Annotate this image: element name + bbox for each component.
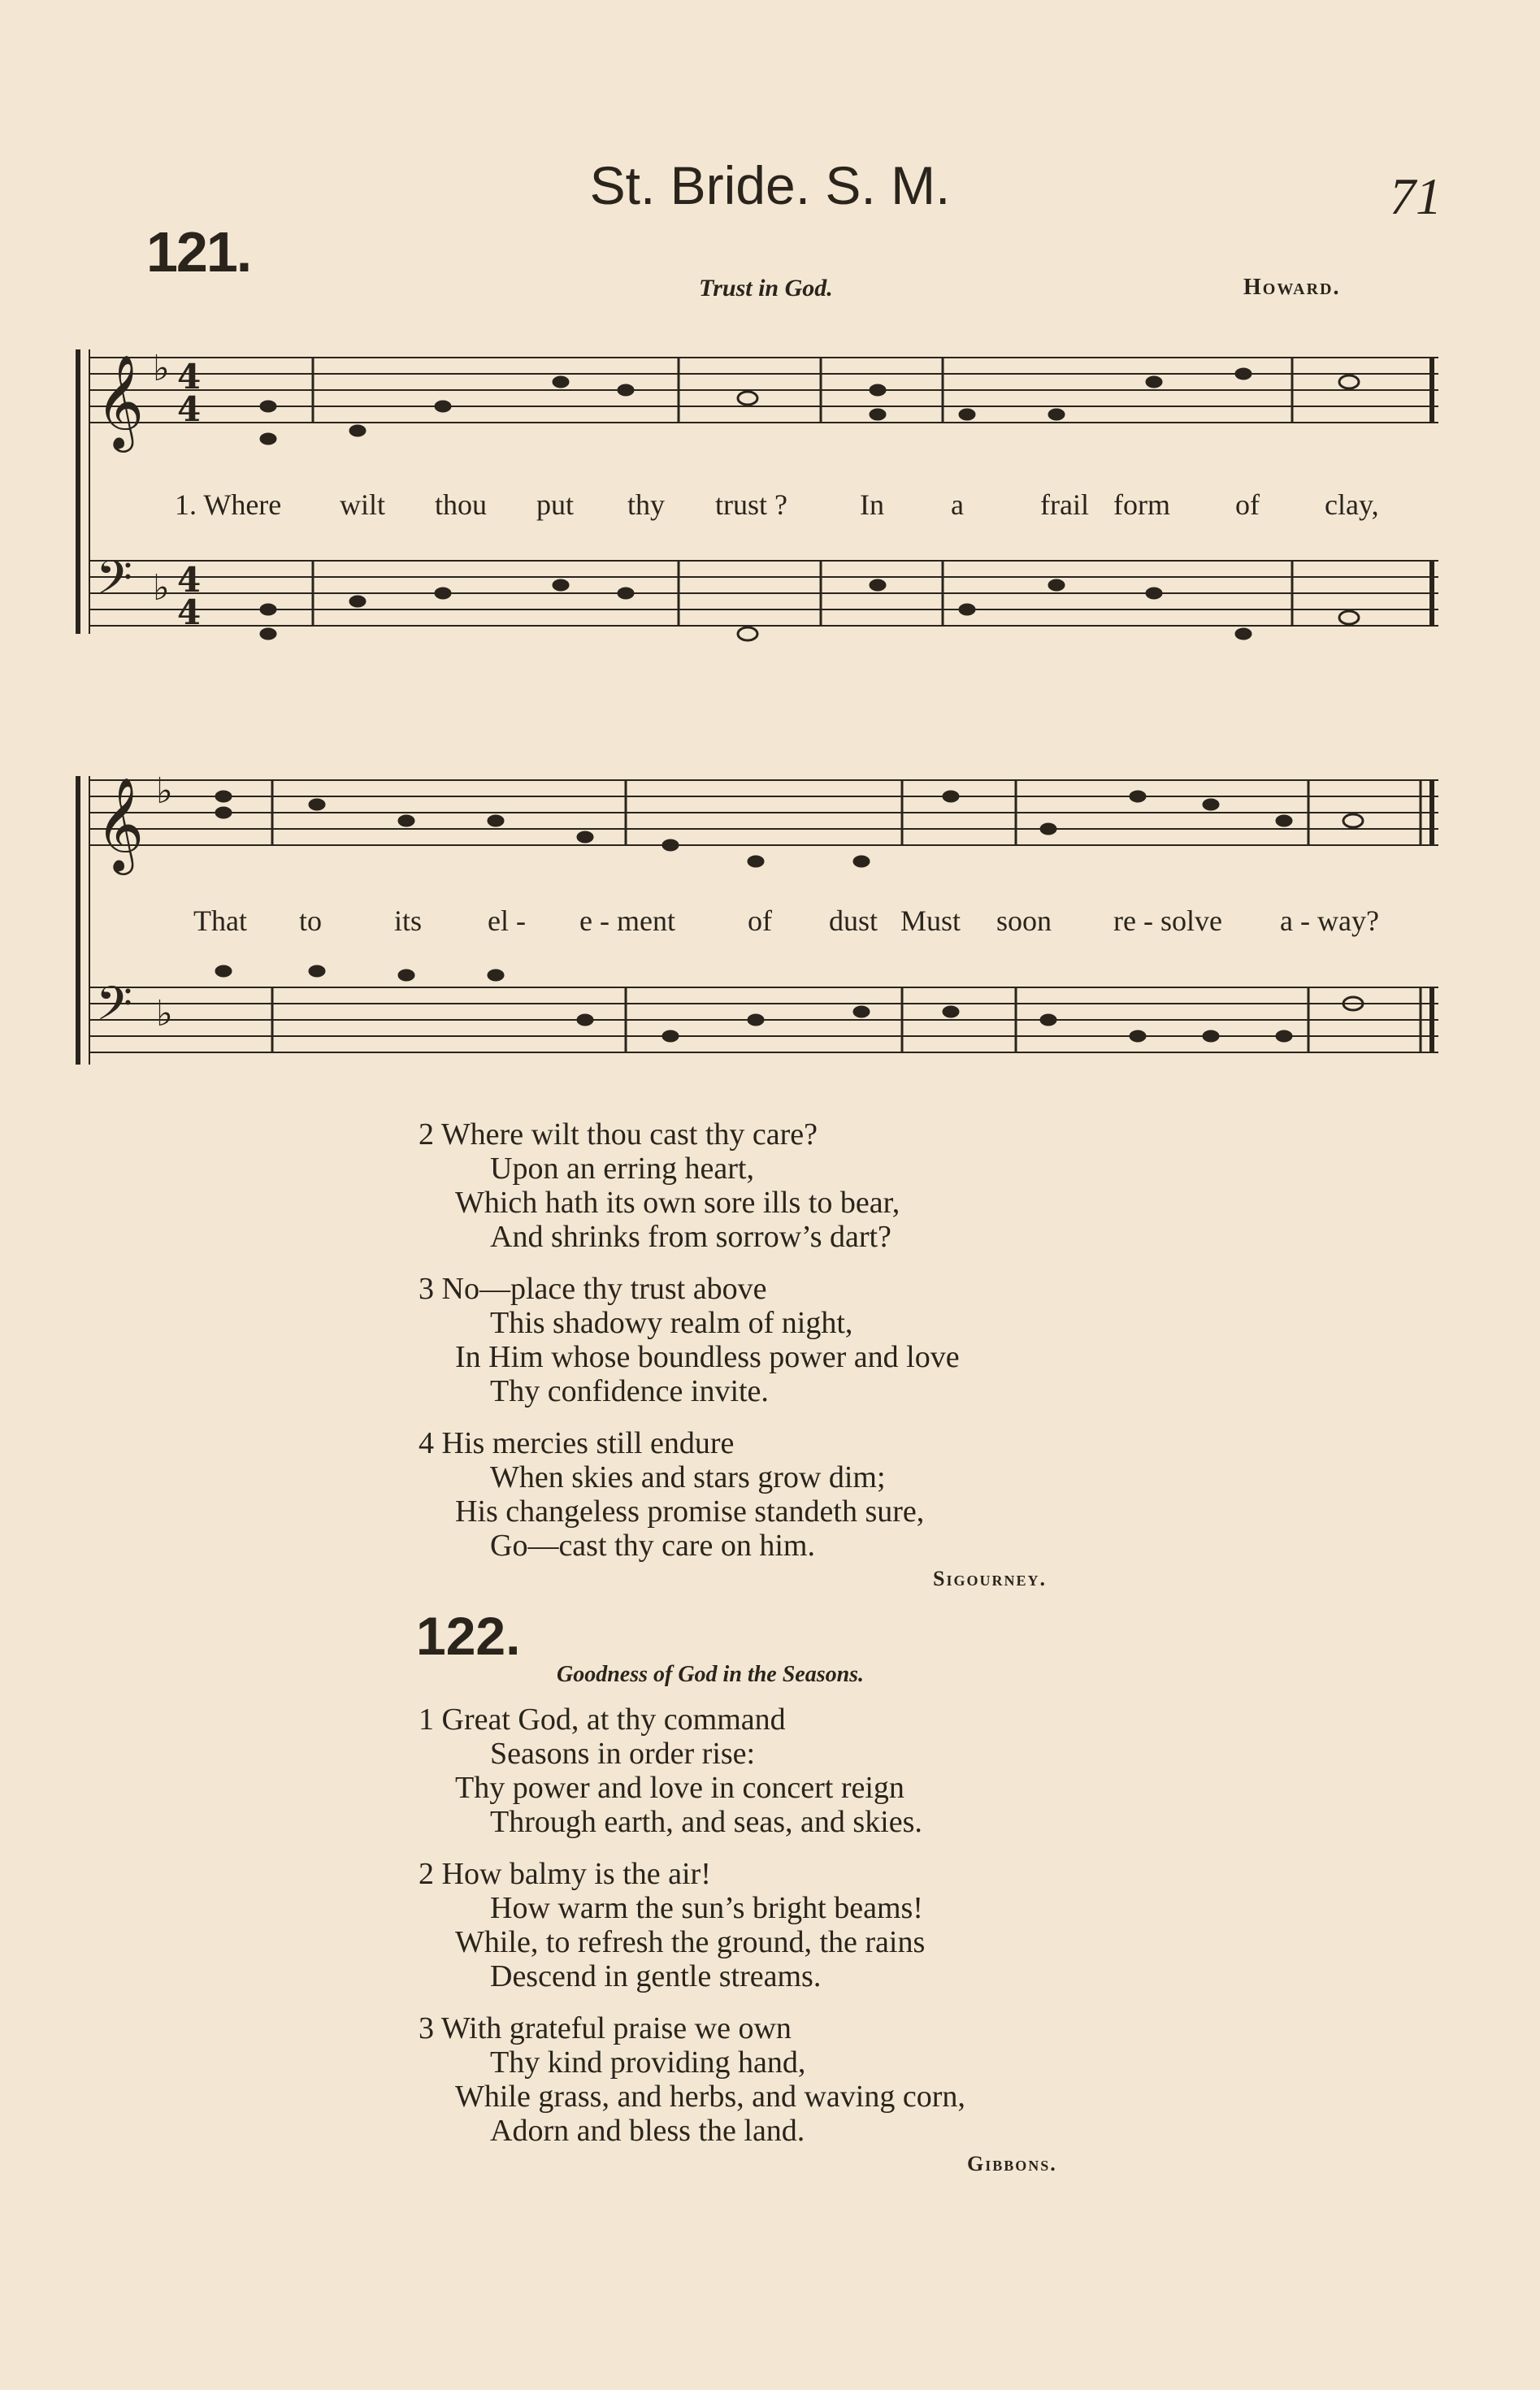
treble-clef-symbol: 𝄞: [96, 776, 145, 871]
verse-line: 3 No—place thy trust above: [419, 1272, 767, 1306]
verse-line: This shadowy realm of night,: [490, 1306, 853, 1340]
author-credit: Sigourney.: [933, 1567, 1047, 1590]
verse-122-1: [419, 1702, 922, 1839]
lyric-word: a - way?: [1280, 904, 1379, 937]
composer-credit: Howard.: [1243, 275, 1341, 300]
bass-clef-symbol: 𝄢: [96, 976, 133, 1043]
verse-line: Go—cast thy care on him.: [490, 1529, 815, 1563]
verse-line: Seasons in order rise:: [490, 1737, 756, 1771]
lyric-word: form: [1113, 488, 1170, 521]
lyric-word: its: [394, 904, 423, 937]
lyric-word: trust ?: [715, 488, 787, 521]
verse-line: 2 Where wilt thou cast thy care?: [419, 1117, 818, 1152]
lyric-word: 1. Where: [175, 488, 282, 521]
lyric-word: e - ment: [579, 904, 675, 937]
lyric-word: wilt: [340, 488, 386, 521]
hymn-subtitle: Goodness of God in the Seasons.: [557, 1662, 865, 1687]
lyric-word: of: [1235, 488, 1260, 521]
verse-line: His changeless promise standeth sure,: [455, 1494, 925, 1529]
treble-staff: [89, 780, 1438, 845]
verse-line: Through earth, and seas, and skies.: [490, 1805, 922, 1839]
time-signature-top: 4: [177, 560, 202, 600]
verse-line: In Him whose boundless power and love: [455, 1340, 960, 1374]
verse-line: 4 His mercies still endure: [419, 1426, 735, 1460]
hymn-number: 121.: [146, 220, 251, 284]
bass-clef-symbol: 𝄢: [96, 550, 133, 617]
verse-line: 3 With grateful praise we own: [419, 2011, 792, 2045]
verse-122-2: [419, 1857, 925, 1993]
time-signature-bottom: 4: [177, 592, 202, 632]
hymn-title: St. Bride. S. M.: [589, 155, 951, 215]
verse-line: Upon an erring heart,: [490, 1152, 754, 1186]
verse-line: When skies and stars grow dim;: [490, 1460, 886, 1494]
time-signature-top: 4: [177, 357, 202, 397]
verse-121-3: [419, 1272, 960, 1408]
verse-line: Thy power and love in concert reign: [455, 1771, 904, 1805]
lyric-word: thy: [627, 488, 666, 521]
lyric-word: dust: [829, 904, 878, 937]
lyric-word: thou: [435, 488, 488, 521]
verse-line: Adorn and bless the land.: [490, 2114, 805, 2148]
key-flat: ♭: [156, 993, 173, 1035]
lyric-word: of: [748, 904, 772, 937]
author-credit: Gibbons.: [967, 2152, 1057, 2175]
lyric-word: Must: [900, 904, 961, 937]
hymn-number: 122.: [416, 1606, 521, 1666]
treble-clef-symbol: 𝄞: [96, 354, 145, 449]
treble-staff: [89, 358, 1438, 423]
verse-line: 1 Great God, at thy command: [419, 1702, 786, 1737]
lyric-word: re - solve: [1113, 904, 1222, 937]
key-flat: ♭: [156, 770, 173, 812]
verse-line: How warm the sun’s bright beams!: [490, 1891, 923, 1925]
lyric-word: frail: [1040, 488, 1089, 521]
hymn-subtitle: Trust in God.: [699, 275, 833, 301]
verse-122-3: [419, 2011, 965, 2148]
lyric-word: el -: [488, 904, 526, 937]
verse-line: 2 How balmy is the air!: [419, 1857, 711, 1891]
verse-line: Thy confidence invite.: [490, 1374, 769, 1408]
page-number: 71: [1390, 167, 1442, 225]
verse-line: Descend in gentle streams.: [490, 1959, 822, 1993]
time-signature-bottom: 4: [177, 389, 202, 429]
lyric-word: put: [536, 488, 575, 521]
bass-staff: [89, 561, 1438, 626]
verse-line: While grass, and herbs, and waving corn,: [455, 2080, 965, 2114]
verse-line: And shrinks from sorrow’s dart?: [490, 1220, 891, 1254]
verse-line: While, to refresh the ground, the rains: [455, 1925, 926, 1959]
lyric-word: clay,: [1325, 488, 1379, 521]
verse-121-2: [419, 1117, 900, 1254]
key-flat: ♭: [153, 567, 170, 609]
verse-line: Thy kind providing hand,: [490, 2045, 806, 2080]
lyric-word: a: [951, 488, 964, 521]
verse-line: Which hath its own sore ills to bear,: [455, 1186, 900, 1220]
lyric-word: to: [299, 904, 323, 937]
verse-121-4: [419, 1426, 924, 1563]
lyric-word: soon: [996, 904, 1052, 937]
key-flat: ♭: [153, 348, 170, 389]
lyric-word: That: [193, 904, 247, 937]
lyric-word: In: [860, 488, 884, 521]
